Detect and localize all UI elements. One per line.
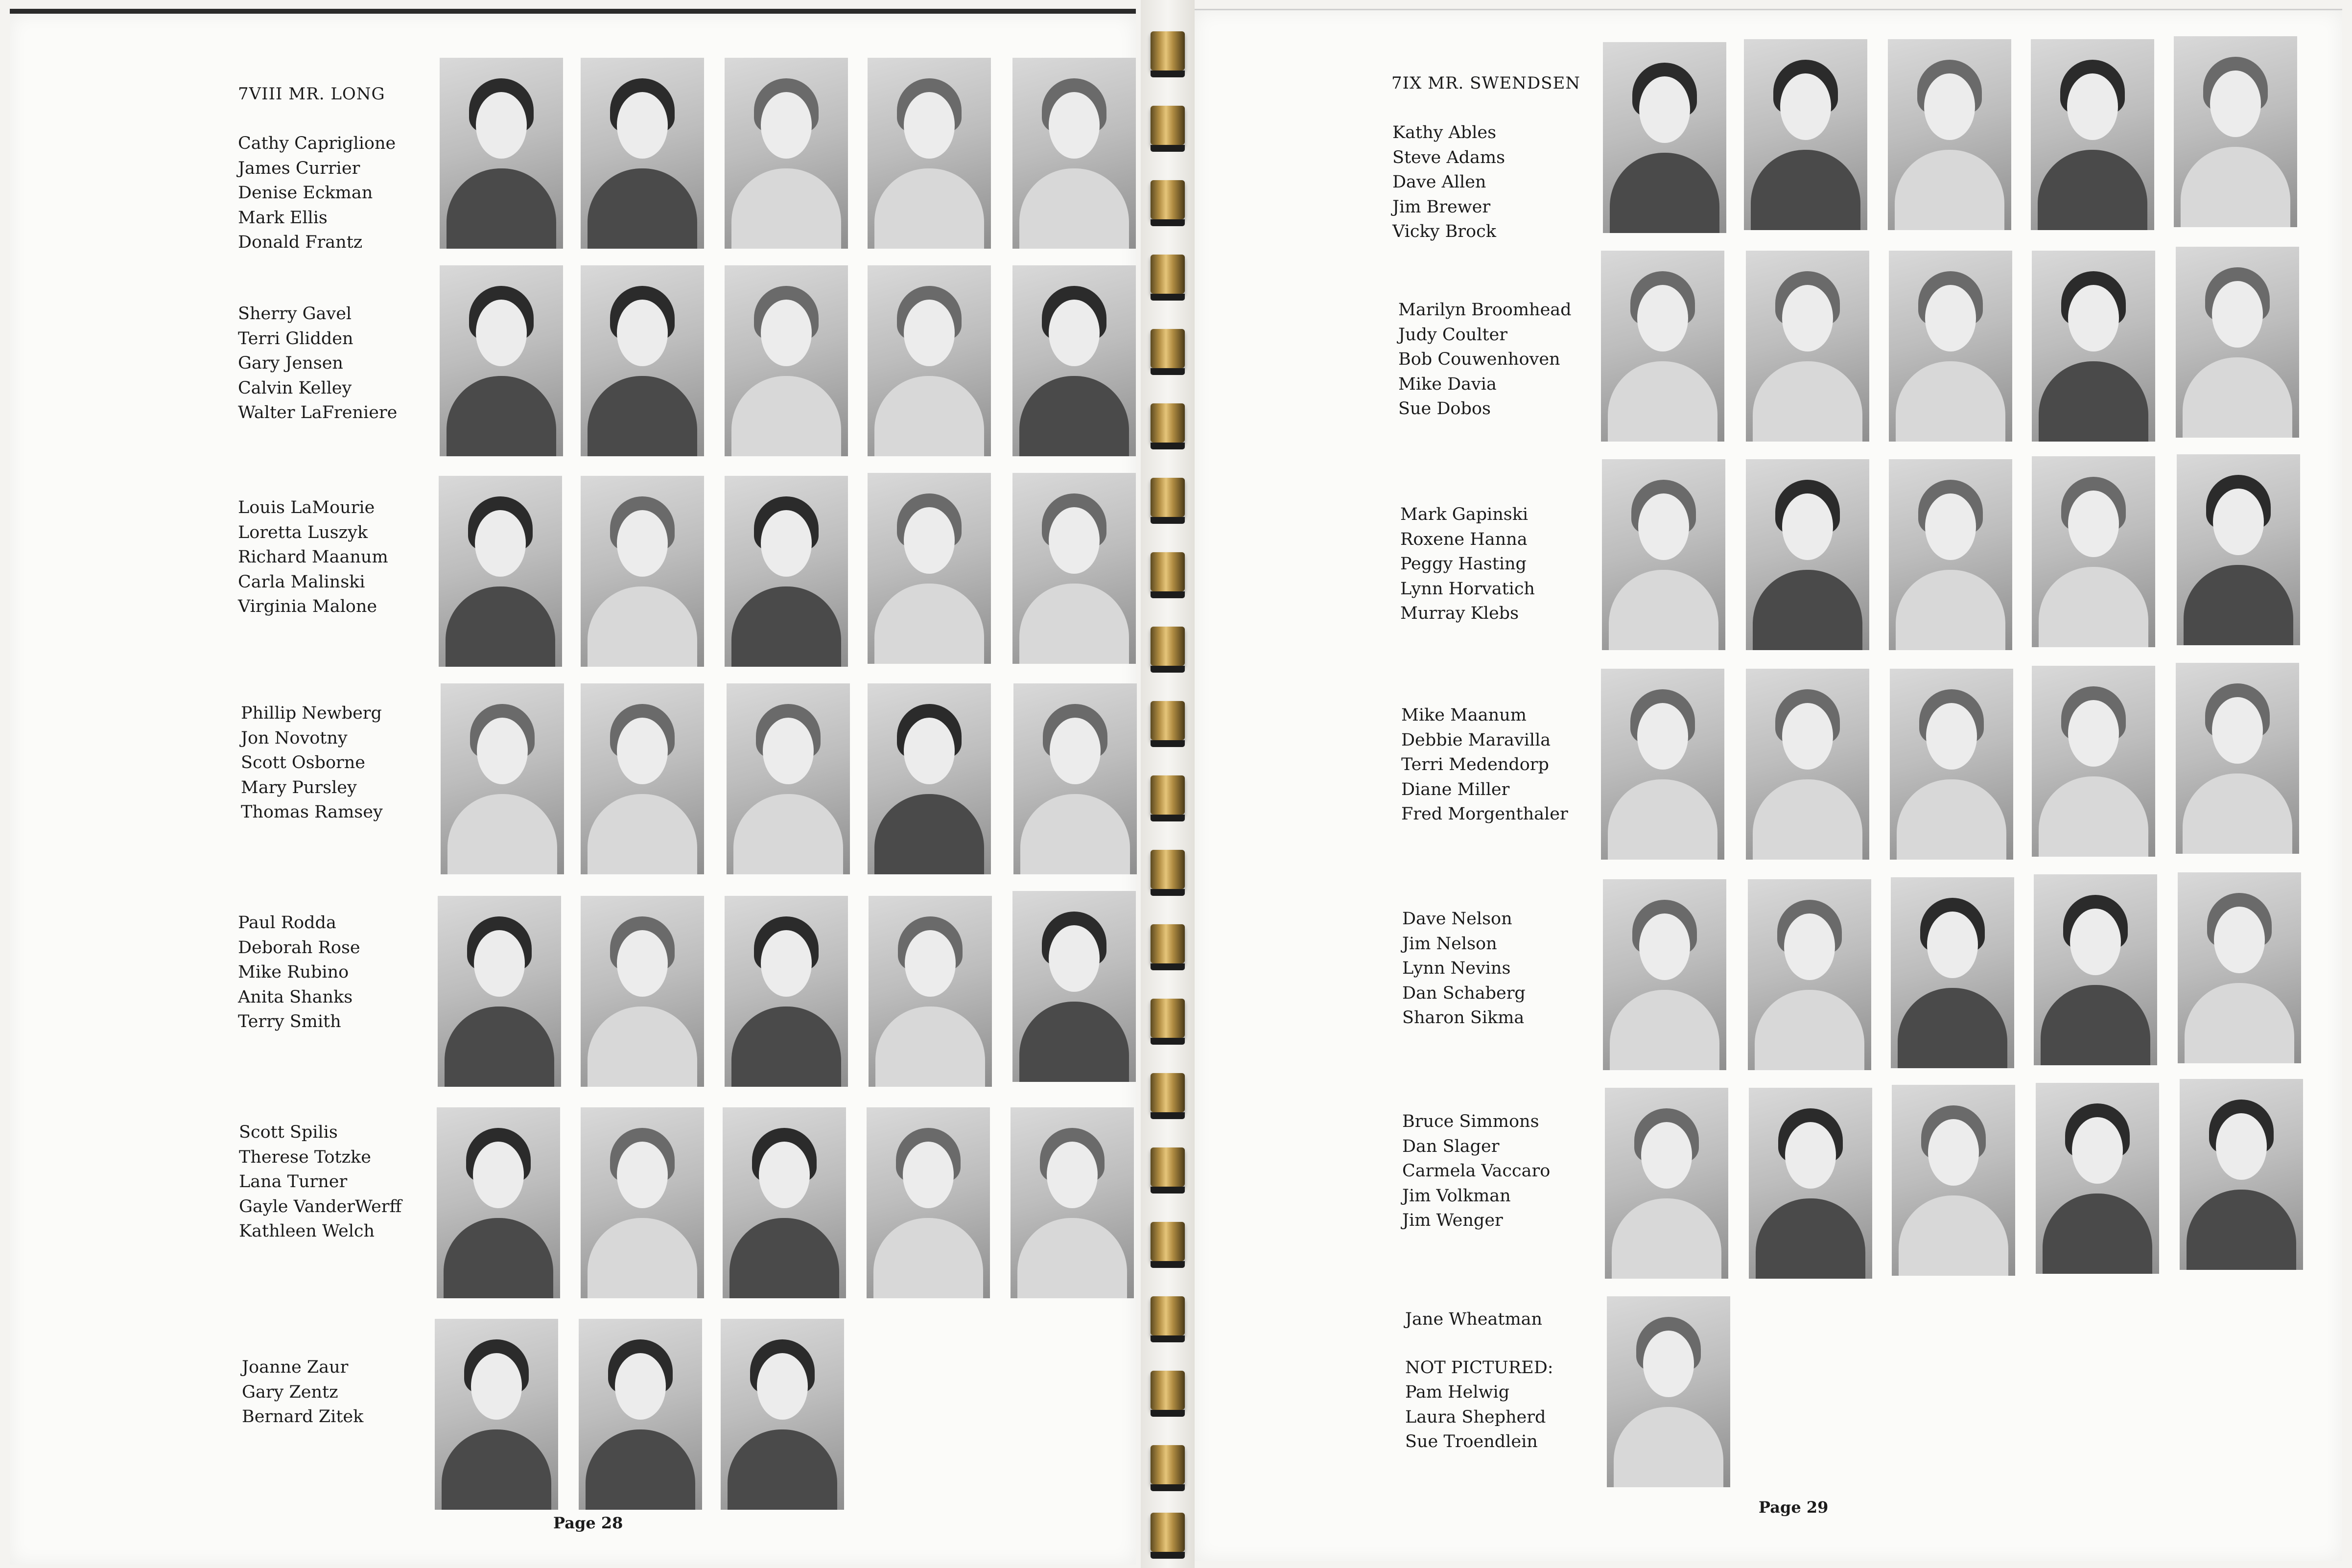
student-photo [2036,1083,2159,1274]
student-photo [1013,683,1137,874]
student-photo [1012,58,1136,249]
student-photo [581,1107,704,1298]
student-name: Fred Morgenthaler [1401,804,1568,824]
student-name: Gary Jensen [238,353,343,373]
student-photo [1601,669,1724,860]
student-name: Peggy Hasting [1400,554,1527,574]
student-name: Bruce Simmons [1402,1112,1539,1131]
student-name: Mike Davia [1398,374,1497,394]
student-photo [439,476,562,667]
student-photo [868,473,991,664]
student-photo [1602,459,1725,650]
student-photo [2031,39,2154,230]
student-name: Terri Medendorp [1401,755,1549,774]
page-number-left: Page 28 [553,1514,623,1532]
student-name: Debbie Maravilla [1401,730,1551,750]
binding-ring [1151,478,1185,517]
student-photo [868,58,991,249]
student-name: Calvin Kelley [238,378,352,398]
student-photo [721,1319,844,1510]
student-name: Jim Brewer [1392,197,1491,217]
student-name: Richard Maanum [238,547,388,567]
name-list-group-5 [1402,907,1526,1030]
name-list-group-7 [242,1355,363,1429]
student-name: Vicky Brock [1392,222,1496,241]
binding-ring [1151,255,1185,294]
student-name: Jane Wheatman [1405,1310,1543,1329]
student-photo [1605,1088,1728,1279]
student-name: Donald Frantz [238,233,363,252]
student-name: Deborah Rose [238,937,360,958]
student-name: Jim Volkman [1402,1186,1511,1206]
student-photo [2176,247,2299,438]
student-name: Kathy Ables [1392,123,1497,142]
student-name: Cathy Capriglione [238,134,396,153]
student-photo [2178,872,2301,1063]
student-name: Judy Coulter [1398,325,1507,345]
student-name: Mary Pursley [241,777,357,797]
student-name: Terri Glidden [238,328,353,349]
student-name: Roxene Hanna [1400,529,1528,549]
name-list-group-6 [1402,1109,1550,1233]
student-photo [2176,663,2299,854]
student-name: Lynn Horvatich [1400,579,1535,599]
student-name: Mark Ellis [238,208,328,228]
class-title-7ix: 7IX MR. SWENDSEN [1391,73,1581,93]
name-list-group-6 [239,1120,401,1244]
student-photo [1012,891,1136,1082]
student-name: Steve Adams [1392,147,1505,167]
student-name: Gary Zentz [242,1382,338,1402]
student-name: Jon Novotny [241,728,348,748]
student-photo [581,683,704,874]
student-name: Louis LaMourie [238,498,375,517]
student-photo [869,896,992,1087]
student-name: Bernard Zitek [242,1407,364,1427]
student-photo [2032,666,2155,857]
binding-ring [1151,31,1185,70]
student-photo [2180,1079,2303,1270]
binding-ring [1151,1147,1185,1187]
student-photo [2034,874,2157,1065]
binding-ring [1151,1445,1185,1484]
name-list-group-4 [1401,703,1568,827]
student-name: Denise Eckman [238,183,373,203]
binding-ring [1151,1222,1185,1261]
student-name: Lynn Nevins [1402,959,1511,978]
student-photo [1746,251,1869,442]
binding-ring [1151,1513,1185,1552]
student-photo [1011,1107,1134,1298]
student-name: Scott Osborne [241,753,366,772]
spiral-binding [1141,0,1195,1568]
student-photo [1891,877,2014,1068]
name-list-group-2 [238,302,397,425]
student-name: Walter LaFreniere [238,403,398,422]
name-list-group-3 [238,495,388,619]
student-name: Marilyn Broomhead [1398,300,1572,320]
student-photo [581,476,704,667]
student-photo [868,265,991,456]
student-photo [1746,459,1869,650]
student-name: Mark Gapinski [1400,505,1529,524]
student-photo [1889,459,2012,650]
student-photo [723,1107,846,1298]
binding-ring [1151,1296,1185,1335]
student-photo [867,1107,990,1298]
student-name: Kathleen Welch [239,1221,375,1241]
student-name: Anita Shanks [238,987,353,1007]
student-photo [1892,1085,2015,1276]
student-name: Murray Klebs [1400,604,1519,623]
student-photo [1749,1088,1872,1279]
student-photo [1889,251,2012,442]
student-name: Jim Wenger [1402,1211,1503,1230]
student-name: Dan Schaberg [1402,983,1526,1003]
student-photo [438,896,561,1087]
student-photo [868,683,991,874]
name-list-group-3 [1400,502,1535,626]
student-photo [1888,39,2011,230]
binding-ring [1151,924,1185,963]
not-pictured-label: NOT PICTURED: [1405,1357,1553,1378]
student-photo [2032,456,2155,647]
student-photo [2177,454,2300,645]
name-list-group-4 [241,701,383,825]
binding-ring [1151,106,1185,145]
student-name: Loretta Luszyk [238,522,368,542]
student-photo [440,58,563,249]
binding-ring [1151,775,1185,815]
binding-ring [1151,1371,1185,1410]
student-name: Jim Nelson [1402,934,1497,954]
page-number-right: Page 29 [1759,1498,1829,1517]
binding-ring [1151,329,1185,368]
binding-ring [1151,850,1185,889]
student-photo [1748,879,1871,1070]
student-name: Laura Shepherd [1405,1407,1546,1427]
student-name: Sue Troendlein [1405,1432,1538,1451]
binding-ring [1151,403,1185,443]
student-photo [1603,42,1726,233]
student-photo [2174,36,2297,227]
student-name: Thomas Ramsey [241,802,383,822]
class-title-7viii: 7VIII MR. LONG [238,84,385,104]
student-photo [727,683,850,874]
student-name: Mike Rubino [238,962,349,982]
student-name: Carla Malinski [238,572,365,592]
student-name: Sue Dobos [1398,399,1491,419]
student-name: Paul Rodda [238,913,336,933]
student-photo [2032,251,2155,442]
name-list-group-5 [238,911,360,1034]
student-name: Scott Spilis [239,1123,338,1142]
name-list-group-1 [238,131,396,255]
student-photo [579,1319,702,1510]
student-photo [1012,265,1136,456]
student-photo [581,58,704,249]
student-photo [1012,473,1136,664]
student-photo [1601,251,1724,442]
student-photo [581,265,704,456]
binding-ring [1151,552,1185,591]
student-name: Lana Turner [239,1172,348,1192]
name-list-group-1 [1392,120,1505,244]
student-photo [725,265,848,456]
student-photo [1607,1296,1730,1487]
student-name: Terry Smith [238,1012,341,1031]
student-name: James Currier [238,158,360,178]
binding-ring [1151,1073,1185,1112]
student-name: Dave Nelson [1402,909,1512,929]
student-photo [1603,879,1726,1070]
binding-ring [1151,701,1185,740]
student-photo [1890,669,2013,860]
student-photo [437,1107,560,1298]
name-list-final [1405,1307,1553,1454]
student-photo [725,896,848,1087]
student-name: Bob Couwenhoven [1398,350,1560,369]
student-photo [581,896,704,1087]
student-name: Mike Maanum [1401,705,1527,725]
student-photo [1744,39,1867,230]
student-name: Dan Slager [1402,1136,1500,1156]
student-name: Dave Allen [1392,172,1486,192]
student-name: Phillip Newberg [241,703,382,723]
student-photo [1746,669,1869,860]
name-list-group-2 [1398,298,1572,421]
student-photo [725,58,848,249]
student-name: Therese Totzke [239,1147,371,1167]
student-photo [441,683,564,874]
student-name: Joanne Zaur [242,1357,349,1377]
student-name: Carmela Vaccaro [1402,1161,1551,1181]
student-name: Sharon Sikma [1402,1008,1525,1028]
student-name: Gayle VanderWerff [239,1196,402,1217]
student-photo [440,265,563,456]
student-photo [725,476,848,667]
binding-ring [1151,180,1185,219]
student-name: Diane Miller [1401,779,1510,799]
student-name: Virginia Malone [238,597,377,616]
student-photo [435,1319,558,1510]
student-name: Pam Helwig [1405,1382,1510,1402]
binding-ring [1151,627,1185,666]
student-name: Sherry Gavel [238,304,352,324]
binding-ring [1151,999,1185,1038]
